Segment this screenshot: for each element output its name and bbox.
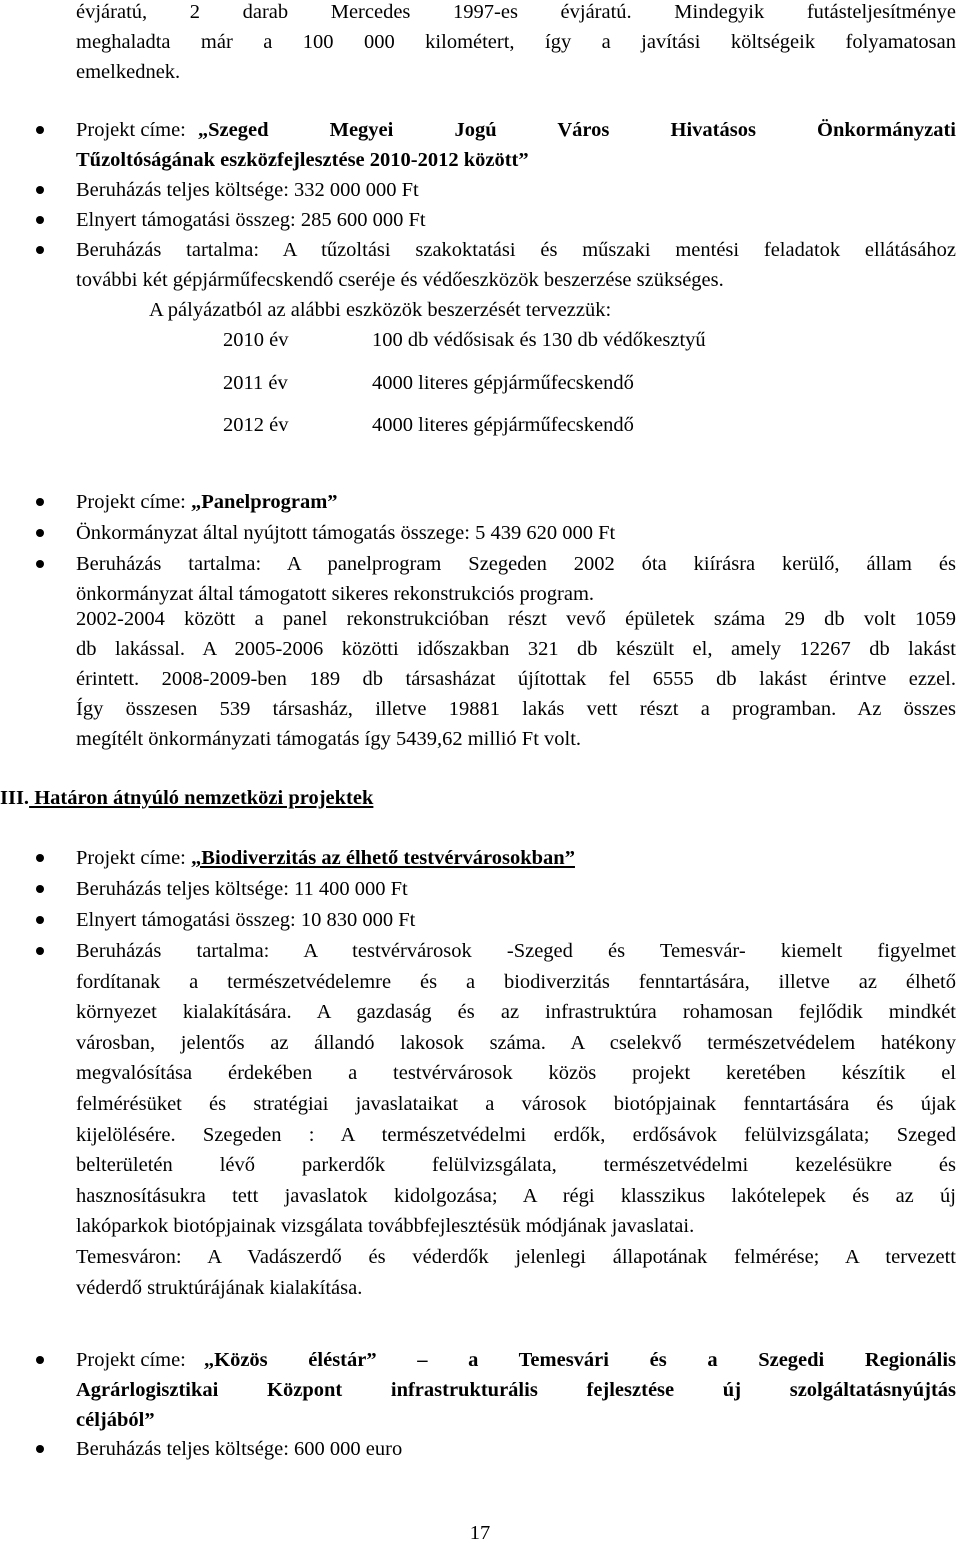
project3-content xyxy=(76,936,956,1303)
text-line: 2002-2004 között a panel rekonstrukcióban részt vevő épületek száma 29 db volt 1059 xyxy=(76,608,956,630)
section-number: III. xyxy=(0,787,30,809)
project-title-line2: Tűzoltóságának eszközfejlesztése 2010-2012 között” xyxy=(76,149,529,171)
text-line: városban, jelentős az állandó lakosok száma. A cselekvő természetvédelem hatékony xyxy=(76,1031,956,1054)
text-line: kijelölésére. Szegeden : A természetvédelmi erdők, erdősávok felülvizsgálata; Szeged xyxy=(76,1123,956,1146)
project-title-label: Projekt címe: xyxy=(76,491,192,513)
bullet-icon xyxy=(36,529,44,537)
project-title-line3: céljából” xyxy=(76,1409,155,1431)
text-line: Beruházás tartalma: A testvérvárosok -Szeged és Temesvár- kiemelt figyelmet xyxy=(76,940,956,962)
text-line: megítélt önkormányzati támogatás így 5439,62 millió Ft volt. xyxy=(76,728,582,750)
text-line: felmérésüket és stratégiai javaslataikat a városok biotópjainak fenntartására és újak xyxy=(76,1092,956,1115)
bullet-icon xyxy=(36,1356,44,1364)
project-title-label: Projekt címe: xyxy=(76,119,186,141)
text-line: lakóparkok biotópjainak vizsgálata továbbfejlesztésük módjának javaslatai. xyxy=(76,1215,695,1238)
project2-paragraph xyxy=(76,604,956,754)
text-line: db lakással. A 2005-2006 közötti időszakban 321 db készült el, amely 12267 db lakást xyxy=(76,638,956,660)
project3-grant: Elnyert támogatási összeg: 10 830 000 Ft xyxy=(76,909,416,931)
text-line: emelkednek. xyxy=(76,61,181,83)
project3-cost: Beruházás teljes költsége: 11 400 000 Ft xyxy=(76,878,408,900)
page-number: 17 xyxy=(469,1522,491,1544)
project4-cost: Beruházás teljes költsége: 600 000 euro xyxy=(76,1438,403,1460)
text-line: Beruházás tartalma: A panelprogram Szegeden 2002 óta kiírásra kerülő, állam és xyxy=(76,553,956,575)
project1-content xyxy=(76,235,956,295)
plan-item: 4000 literes gépjárműfecskendő xyxy=(372,372,634,394)
section-title: Határon átnyúló nemzetközi projektek xyxy=(29,787,374,809)
project-title: „Biodiverzitás az élhető testvérvárosokban” xyxy=(191,847,575,869)
bullet-icon xyxy=(36,216,44,224)
project3-title xyxy=(76,843,956,873)
plan-year: 2011 év xyxy=(223,372,288,394)
text-line: megvalósítása érdekében a testvérvárosok közös projekt keretében készítik el xyxy=(76,1062,956,1085)
bullet-icon xyxy=(36,1445,44,1453)
project-title-label: Projekt címe: xyxy=(76,847,192,869)
text-line: további két gépjárműfecskendő cseréje és védőeszközök beszerzése szükséges. xyxy=(76,269,724,291)
project1-grant: Elnyert támogatási összeg: 285 600 000 Ft xyxy=(76,209,426,231)
bullet-icon xyxy=(36,916,44,924)
text-line: Így összesen 539 társasház, illetve 19881 lakás vett részt a programban. Az összes xyxy=(76,698,956,720)
text-line: Temesváron: A Vadászerdő és véderdők jelenlegi állapotának felmérése; A tervezett xyxy=(76,1245,956,1268)
text-line: meghaladta már a 100 000 kilométert, így a javítási költségeik folyamatosan xyxy=(76,31,956,53)
section-heading xyxy=(0,783,373,813)
bullet-icon xyxy=(36,560,44,568)
intro-paragraph xyxy=(76,0,956,87)
text-line: környezet kialakítására. A gazdaság és az infrastruktúra rohamosan fejlődik mindkét xyxy=(76,1001,956,1024)
bullet-icon xyxy=(36,854,44,862)
bullet-icon xyxy=(36,186,44,194)
project-title: „Közös éléstár” – a Temesvári és a Szegedi Regionális xyxy=(203,1349,956,1371)
text-line: belterületén lévő parkerdők felülvizsgálata, természetvédelmi kezelésükre és xyxy=(76,1154,956,1177)
plan-item: 100 db védősisak és 130 db védőkesztyű xyxy=(372,329,706,351)
text-line: véderdő struktúrájának kialakítása. xyxy=(76,1276,363,1299)
project2-title xyxy=(76,487,956,517)
project1-plan-intro: A pályázatból az alábbi eszközök beszerzését tervezzük: xyxy=(149,299,612,321)
project-title-label: Projekt címe: xyxy=(76,1349,186,1371)
plan-year: 2012 év xyxy=(223,414,289,436)
project-title: „Panelprogram” xyxy=(191,491,338,513)
text-line: érintett. 2008-2009-ben 189 db társasházat újítottak fel 6555 db lakást érintve ezzel. xyxy=(76,668,956,690)
text-line: fordítanak a természetvédelemre és a biodiverzitás fenntartására, illetve az élhető xyxy=(76,970,956,993)
project-title: „Szeged Megyei Jogú Város Hivatásos Önkormányzati xyxy=(197,119,956,141)
text-line: önkormányzat által támogatott sikeres rekonstrukciós program. xyxy=(76,583,595,605)
text-line: évjáratú, 2 darab Mercedes 1997-es évjáratú. Mindegyik futásteljesítménye xyxy=(76,1,956,23)
bullet-icon xyxy=(36,126,44,134)
bullet-icon xyxy=(36,246,44,254)
project1-title xyxy=(76,115,956,175)
bullet-icon xyxy=(36,498,44,506)
bullet-icon xyxy=(36,885,44,893)
plan-item: 4000 literes gépjárműfecskendő xyxy=(372,414,634,436)
project2-content xyxy=(76,549,956,609)
bullet-icon xyxy=(36,947,44,955)
project2-support: Önkormányzat által nyújtott támogatás összege: 5 439 620 000 Ft xyxy=(76,522,616,544)
project-title-line2: Agrárlogisztikai Központ infrastrukturális fejlesztése új szolgáltatásnyújtás xyxy=(76,1379,956,1401)
project1-cost: Beruházás teljes költsége: 332 000 000 Ft xyxy=(76,179,419,201)
text-line: Beruházás tartalma: A tűzoltási szakoktatási és műszaki mentési feladatok ellátásához xyxy=(76,239,956,261)
plan-year: 2010 év xyxy=(223,329,289,351)
text-line: hasznosításukra tett javaslatok kidolgozása; A régi klasszikus lakótelepek és az új xyxy=(76,1184,956,1207)
project4-title xyxy=(76,1345,956,1435)
